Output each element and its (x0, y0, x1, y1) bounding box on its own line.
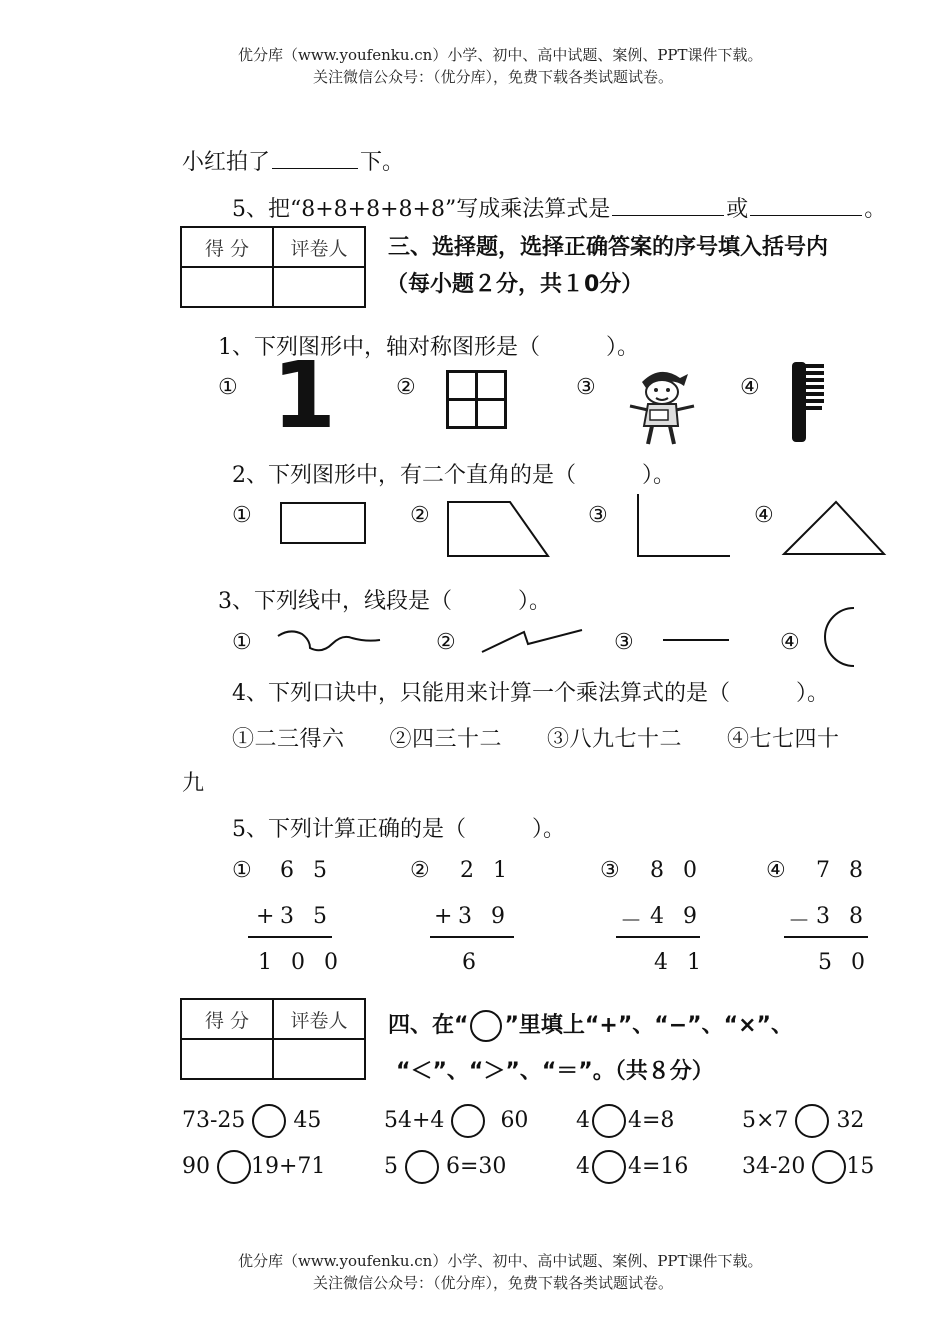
right-angle-figure (636, 494, 732, 558)
calc3-operator: － (620, 909, 649, 934)
q2-option-1-label[interactable]: ① (232, 503, 252, 528)
score-label: 得 分 (181, 227, 273, 267)
prev-question-tail-pre: 小红拍了 (182, 150, 271, 175)
q1-option-3-label[interactable]: ③ (576, 375, 596, 400)
page-footer-line1: 优分库（www.youfenku.cn）小学、初中、高中试题、案例、PPT课件下载。 (238, 1252, 763, 1270)
page-header-line2: 关注微信公众号：（优分库），免费下载各类试题试卷。 (313, 68, 674, 86)
q3-option-4-label[interactable]: ④ (780, 630, 800, 655)
circle-symbol-icon (470, 1010, 502, 1042)
compare-item (742, 1104, 864, 1138)
compare-right: 45 (293, 1108, 322, 1133)
compare-right: 4=16 (628, 1154, 689, 1179)
choice-question-4: 4、下列口诀中，只能用来计算一个乘法算式的是（ ）。 (232, 681, 829, 706)
score-cell[interactable] (181, 1039, 273, 1079)
score-cell[interactable] (181, 267, 273, 307)
fill-question-5-end: 。 (864, 197, 887, 222)
q1-option-1-label[interactable]: ① (218, 375, 238, 400)
answer-blank-b[interactable] (750, 214, 862, 216)
q2-option-4-label[interactable]: ④ (754, 503, 774, 528)
compare-item (742, 1150, 874, 1184)
calc1-operator: + (256, 904, 281, 929)
compare-item (384, 1150, 506, 1184)
answer-circle[interactable] (252, 1104, 286, 1138)
q4-options: ①二三得六 ②四三十二 ③八九七十二 ④七七四十 (232, 727, 840, 752)
compare-item (384, 1104, 528, 1138)
compare-item (182, 1104, 321, 1138)
fill-question-5-or: 或 (726, 197, 749, 222)
choice-question-5: 5、下列计算正确的是（ ）。 (232, 817, 565, 842)
compare-item (182, 1150, 325, 1184)
score-label: 得 分 (181, 999, 273, 1039)
calc4-top: 7 8 (816, 858, 869, 883)
page-header-line1: 优分库（www.youfenku.cn）小学、初中、高中试题、案例、PPT课件下载。 (238, 46, 763, 64)
cartoon-figure-icon (622, 360, 700, 448)
q5-option-3-label[interactable]: ③ (600, 858, 620, 883)
section4-subtitle: “＜”、“＞”、“＝”。（共８分） (396, 1059, 714, 1084)
q3-option-1-label[interactable]: ① (232, 630, 252, 655)
calc3-bottom: 4 9 (650, 904, 703, 929)
grader-cell[interactable] (273, 267, 365, 307)
section4-title (388, 1008, 793, 1042)
prev-question-tail-post: 下。 (360, 150, 405, 175)
answer-blank[interactable] (272, 167, 358, 169)
compare-item (576, 1150, 688, 1184)
calc1-top: 6 5 (280, 858, 333, 883)
compare-right: 60 (500, 1108, 529, 1133)
compare-left: 54+4 (384, 1108, 445, 1133)
compare-left: 4 (576, 1108, 590, 1133)
compare-left: 34-20 (742, 1154, 806, 1179)
compare-left: 73-25 (182, 1108, 246, 1133)
q2-option-3-label[interactable]: ③ (588, 503, 608, 528)
q2-option-2-label[interactable]: ② (410, 503, 430, 528)
section4-title-pre: 四、在“ (388, 1013, 469, 1038)
answer-circle[interactable] (451, 1104, 485, 1138)
arc-figure (826, 606, 856, 668)
answer-circle[interactable] (592, 1104, 626, 1138)
compare-left: 90 (182, 1154, 210, 1179)
calc2-operator: + (434, 904, 459, 929)
rectangle-figure (280, 502, 366, 544)
calc4-rule (784, 936, 868, 938)
answer-circle[interactable] (405, 1150, 439, 1184)
calc2-bottom: 3 9 (458, 904, 511, 929)
calc4-operator: － (788, 909, 817, 934)
choice-question-3: 3、下列线中，线段是（ ）。 (218, 589, 551, 614)
zigzag-line-figure (480, 628, 584, 656)
calc1-rule (248, 936, 332, 938)
calc3-top: 8 0 (650, 858, 703, 883)
calc4-result: 5 0 (818, 950, 871, 975)
calc1-result: 1 0 0 (258, 950, 344, 975)
grader-label: 评卷人 (273, 227, 365, 267)
q5-option-4-label[interactable]: ④ (766, 858, 786, 883)
answer-circle[interactable] (795, 1104, 829, 1138)
calc1-bottom: 3 5 (280, 904, 333, 929)
answer-blank-a[interactable] (612, 214, 724, 216)
square-grid-figure (446, 370, 508, 430)
choice-question-1: 1、下列图形中，轴对称图形是（ ）。 (218, 335, 639, 360)
calc2-rule (430, 936, 514, 938)
compare-right: 6=30 (446, 1154, 507, 1179)
answer-circle[interactable] (217, 1150, 251, 1184)
section3-subtitle: （每小题２分，共１0分） (386, 272, 644, 297)
prev-question-tail (182, 145, 404, 176)
answer-circle[interactable] (592, 1150, 626, 1184)
q1-option-4-label[interactable]: ④ (740, 375, 760, 400)
section3-title: 三、选择题，选择正确答案的序号填入括号内 (388, 235, 829, 260)
q3-option-2-label[interactable]: ② (436, 630, 456, 655)
compare-right: 15 (846, 1154, 875, 1179)
compare-right: 4=8 (628, 1108, 675, 1133)
calc2-result: 6 (462, 950, 482, 975)
line-segment-figure (662, 636, 730, 644)
calc4-bottom: 3 8 (816, 904, 869, 929)
q3-option-3-label[interactable]: ③ (614, 630, 634, 655)
fill-question-5 (232, 192, 886, 223)
fill-question-5-text: 5、把“8+8+8+8+8”写成乘法算式是 (232, 197, 611, 222)
compare-left: 5×7 (742, 1108, 789, 1133)
compare-right: 32 (836, 1108, 865, 1133)
compare-left: 5 (384, 1154, 398, 1179)
compare-left: 4 (576, 1154, 590, 1179)
q4-options-wrap: 九 (182, 771, 205, 796)
digit-one-figure: 1 (272, 342, 337, 449)
grader-cell[interactable] (273, 1039, 365, 1079)
comb-figure-icon (788, 360, 828, 444)
triangle-figure (782, 500, 888, 558)
section4-title-post: ”里填上“+”、“−”、“×”、 (504, 1013, 793, 1038)
score-table-section3 (180, 226, 366, 308)
page-footer-line2: 关注微信公众号：（优分库），免费下载各类试题试卷。 (313, 1274, 674, 1292)
grader-label: 评卷人 (273, 999, 365, 1039)
curvy-line-figure (276, 628, 382, 654)
calc2-top: 2 1 (460, 858, 513, 883)
score-table-section4 (180, 998, 366, 1080)
answer-circle[interactable] (812, 1150, 846, 1184)
calc3-rule (616, 936, 700, 938)
calc3-result: 4 1 (654, 950, 707, 975)
q1-option-2-label[interactable]: ② (396, 375, 416, 400)
q5-option-1-label[interactable]: ① (232, 858, 252, 883)
compare-right: 19+71 (251, 1154, 326, 1179)
compare-item (576, 1104, 674, 1138)
choice-question-2: 2、下列图形中，有二个直角的是（ ）。 (232, 463, 675, 488)
q5-option-2-label[interactable]: ② (410, 858, 430, 883)
right-trapezoid-figure (446, 500, 552, 560)
